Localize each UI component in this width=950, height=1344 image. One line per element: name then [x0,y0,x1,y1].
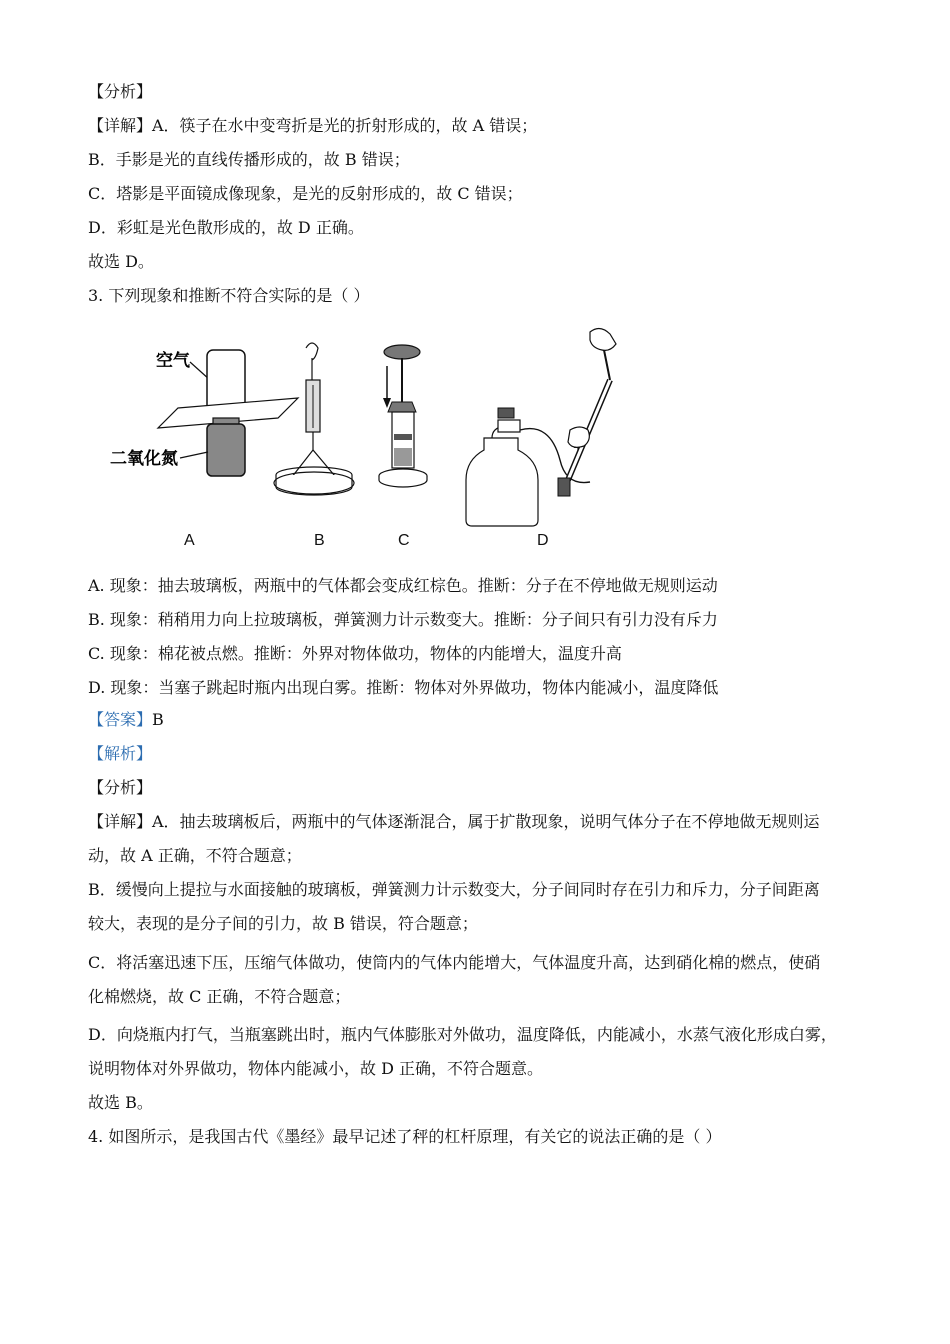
q3-conclusion: 故选 B。 [88,1093,153,1112]
label-no2: 二氧化氮 [110,449,178,468]
q3-analysis-heading: 【分析】 [88,778,153,797]
q3-detail-c-line2: 化棉燃烧，故 C 正确，不符合题意； [88,987,351,1006]
figure-b-spring-scale [274,343,354,495]
q3-detail-d-line2: 说明物体对外界做功，物体内能减小，故 D 正确，不符合题意。 [88,1059,544,1078]
explanation-label: 【解析】 [88,744,153,763]
option-c: C. 现象：棉花被点燃。推断：外界对物体做功，物体的内能增大，温度升高 [88,644,622,663]
figure-letter-d: D [537,532,549,549]
detail-d: D．彩虹是光色散形成的，故 D 正确。 [88,218,364,237]
option-b: B. 现象：稍稍用力向上拉玻璃板，弹簧测力计示数变大。推断：分子间只有引力没有斥力 [88,610,718,629]
q3-detail-a-line1: 【详解】A．抽去玻璃板后，两瓶中的气体逐渐混合，属于扩散现象，说明气体分子在不停地做无规则运 [88,812,820,831]
question-3-figure [100,320,660,560]
q3-detail-b-line2: 较大，表现的是分子间的引力，故 B 错误，符合题意； [88,914,478,933]
experiment-illustration [100,320,660,560]
bottle-bottom [207,424,245,476]
analysis-heading: 【分析】 [88,82,153,101]
figure-a-bottles [110,350,298,476]
answer-label: 【答案】 [88,710,153,729]
question-3-stem: 3. 下列现象和推断不符合实际的是（ ） [88,286,370,305]
q3-detail-d-line1: D．向烧瓶内打气，当瓶塞跳出时，瓶内气体膨胀对外做功，温度降低，内能减小，水蒸气液化形成白雾， [88,1025,837,1044]
flask [466,438,538,526]
figure-c-piston-cylinder [379,345,427,487]
figure-letter-a: A [184,532,195,549]
detail-b: B．手影是光的直线传播形成的，故 B 错误； [88,150,410,169]
q3-detail-a-line2: 动，故 A 正确，不符合题意； [88,846,302,865]
question-4-stem: 4. 如图所示，是我国古代《墨经》最早记述了秤的杠杆原理，有关它的说法正确的是（ ） [88,1127,722,1146]
answer-row [88,709,164,731]
q3-detail-c-line1: C．将活塞迅速下压，压缩气体做功，使筒内的气体内能增大，气体温度升高，达到硝化棉的燃点，使硝 [88,953,821,972]
label-air: 空气 [156,351,190,370]
hand-bottom [568,427,589,447]
figure-letter-b: B [314,532,325,549]
answer-value: B [152,710,164,729]
detail-a: 【详解】A．筷子在水中变弯折是光的折射形成的，故 A 错误； [88,116,538,135]
figure-d-flask-pump [466,328,616,526]
figure-letter-c: C [398,532,410,549]
hand-top [590,328,616,350]
detail-c: C．塔影是平面镜成像现象，是光的反射形成的，故 C 错误； [88,184,523,203]
conclusion: 故选 D。 [88,252,154,271]
option-a: A. 现象：抽去玻璃板，两瓶中的气体都会变成红棕色。推断：分子在不停地做无规则运动 [88,576,718,595]
q3-detail-b-line1: B．缓慢向上提拉与水面接触的玻璃板，弹簧测力计示数变大，分子间同时存在引力和斥力，分子间距离 [88,880,820,899]
option-d: D. 现象：当塞子跳起时瓶内出现白雾。推断：物体对外界做功，物体内能减小，温度降低 [88,678,719,697]
